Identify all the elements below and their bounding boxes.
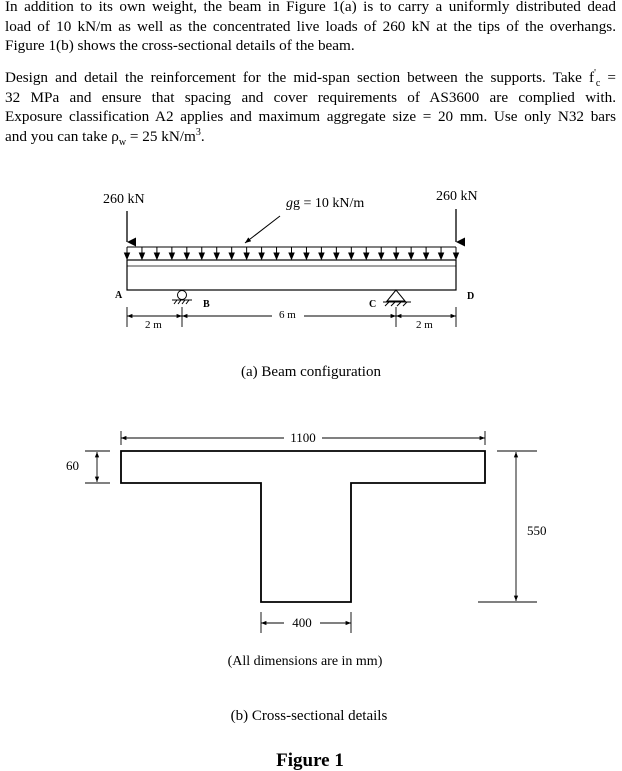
udl-arrow-head (199, 253, 204, 259)
fc-prime: ' (594, 67, 596, 79)
beam (127, 260, 456, 290)
udl-arrow-head (439, 253, 444, 259)
para2-line-3: Exposure classification A2 applies and maximum aggregate size = 20 mm. Use only N32 bars (5, 108, 616, 126)
support-b (172, 291, 192, 305)
udl-arrow-head (409, 253, 414, 259)
para1-line-2: load of 10 kN/m as well as the concentrated live loads of 260 kN at the tips of the overhangs. (5, 17, 616, 35)
udl-pointer (245, 216, 280, 243)
point-c-label: C (369, 299, 377, 310)
load-right-label: 260 kN (436, 189, 478, 204)
dim-web-width-label: 400 (292, 615, 312, 630)
udl-arrow-head (394, 253, 399, 259)
dim-left-label: 2 m (145, 319, 162, 331)
load-left-label: 260 kN (103, 192, 145, 207)
figure-b-caption: (b) Cross-sectional details (230, 708, 388, 724)
dim-right-label: 2 m (416, 319, 433, 331)
support-c (383, 290, 411, 306)
udl-arrow-head (349, 253, 354, 259)
udl-arrow-head (304, 253, 309, 259)
unit-superscript: 3 (195, 126, 201, 138)
udl-arrow-head (139, 253, 144, 259)
para2-line-4-value: = 25 kN/m (126, 127, 196, 145)
udl-arrows (125, 247, 459, 259)
point-b-label: B (203, 299, 210, 310)
point-d-label: D (467, 291, 475, 302)
para2-line-1-equals: = (600, 69, 616, 86)
udl-arrow-head (229, 253, 234, 259)
udl-arrow-head (169, 253, 174, 259)
udl-arrow-head (259, 253, 264, 259)
udl-arrow-head (424, 253, 429, 259)
figure-title: Figure 1 (276, 750, 344, 771)
dim-flange-width-label: 1100 (290, 430, 316, 445)
para2-line-1-text: Design and detail the reinforcement for the mid-span section between the supports. Take f (5, 69, 595, 86)
para2-line-4-text: and you can take ρ (5, 127, 119, 145)
udl-arrow-head (319, 253, 324, 259)
cross-section-figure (66, 430, 547, 724)
para2-line-2: 32 MPa and ensure that spacing and cover requirements of AS3600 are complied with. (5, 88, 616, 106)
support-b-roller (178, 291, 187, 300)
udl-label: gg = 10 kN/m (286, 196, 365, 211)
udl-label-text: g = 10 kN/m (293, 196, 365, 211)
t-beam-section (121, 451, 485, 602)
udl-arrow-head (289, 253, 294, 259)
udl-arrow-head (364, 253, 369, 259)
dimensions-note: (All dimensions are in mm) (227, 654, 383, 669)
para1-line-1: In addition to its own weight, the beam in Figure 1(a) is to carry a uniformly distributed dead (5, 0, 616, 15)
udl-arrow-head (184, 253, 189, 259)
fc-subscript: c (595, 78, 601, 90)
udl-arrow-head (379, 253, 384, 259)
rho-subscript: w (118, 136, 127, 148)
para2-line-4-end: . (200, 127, 205, 145)
point-a-label: A (115, 290, 123, 301)
dim-total-depth-label: 550 (527, 523, 547, 538)
udl-arrow-head (154, 253, 159, 259)
udl-arrow-head (214, 253, 219, 259)
udl-arrow-head (125, 253, 130, 259)
udl-arrow-head (274, 253, 279, 259)
udl-arrow-head (454, 253, 459, 259)
dim-flange-depth-label: 60 (66, 458, 79, 473)
beam-configuration-figure (103, 189, 478, 380)
para1-line-3: Figure 1(b) shows the cross-sectional details of the beam. (5, 37, 355, 55)
support-c-triangle (387, 290, 405, 301)
figure-a-caption: (a) Beam configuration (241, 364, 381, 380)
udl-arrow-head (334, 253, 339, 259)
dim-mid-label: 6 m (279, 309, 296, 321)
udl-arrow-head (244, 253, 249, 259)
